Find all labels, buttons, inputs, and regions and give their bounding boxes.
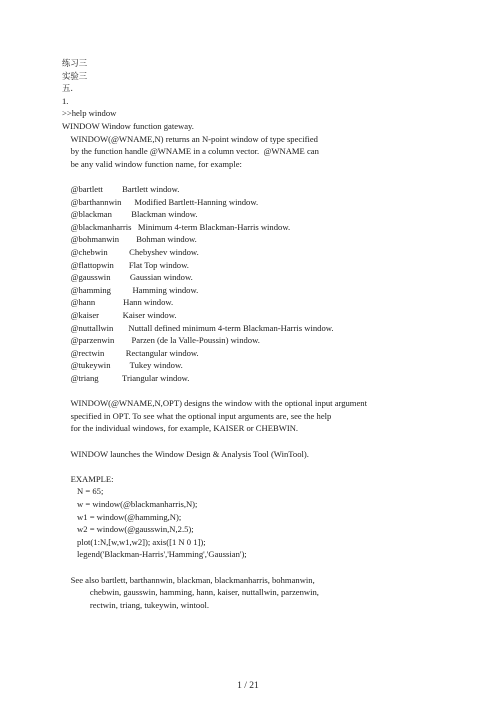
text-line: @flattopwin Flat Top window.: [62, 259, 189, 270]
text-line: @tukeywin Tukey window.: [62, 360, 183, 371]
text-line: 五.: [62, 83, 74, 94]
text-line: for the individual windows, for example, KAISER or CHEBWIN.: [62, 423, 299, 434]
text-line: w1 = window(@hamming,N);: [62, 511, 182, 522]
text-line: specified in OPT. To see what the optional input arguments are, see the help: [62, 410, 332, 421]
text-line: N = 65;: [62, 486, 104, 497]
text-line: be any valid window function name, for example:: [62, 158, 242, 169]
text-line: >>help window: [62, 108, 117, 119]
text-line: @bohmanwin Bohman window.: [62, 234, 197, 245]
text-line: @hann Hann window.: [62, 297, 174, 308]
text-line: WINDOW(@WNAME,N) returns an N-point window of type specified: [62, 133, 318, 144]
text-line: chebwin, gausswin, hamming, hann, kaiser, nuttallwin, parzenwin,: [62, 587, 319, 598]
text-line: legend('Blackman-Harris','Hamming','Gaussian');: [62, 549, 247, 560]
text-line: 练习三: [62, 58, 88, 68]
text-line: @bartlett Bartlett window.: [62, 184, 180, 194]
text-line: @kaiser Kaiser window.: [62, 310, 177, 320]
text-line: @barthannwin Modified Bartlett-Hanning window.: [62, 196, 259, 207]
text-line: @blackman Blackman window.: [62, 209, 198, 220]
text-line: @blackmanharris Minimum 4-term Blackman-Harris window.: [62, 221, 291, 232]
text-line: See also bartlett, barthannwin, blackman, blackmanharris, bohmanwin,: [62, 574, 315, 585]
text-line: @nuttallwin Nuttall defined minimum 4-term Blackman-Harris window.: [62, 322, 334, 333]
text-line: @hamming Hamming window.: [62, 284, 199, 295]
page-number: 1 / 21: [237, 681, 259, 691]
text-line: w2 = window(@gausswin,N,2.5);: [62, 524, 194, 535]
text-line: @rectwin Rectangular window.: [62, 347, 199, 358]
text-line: @gausswin Gaussian window.: [62, 272, 193, 283]
text-line: EXAMPLE:: [62, 473, 114, 484]
text-line: 1.: [62, 95, 69, 106]
text-line: @triang Triangular window.: [62, 373, 190, 383]
text-line: 实验三: [62, 70, 88, 81]
text-line: plot(1:N,[w,w1,w2]); axis([1 N 0 1]);: [62, 536, 206, 547]
text-line: WINDOW(@WNAME,N,OPT) designs the window with the optional input argument: [62, 398, 367, 409]
text-line: @parzenwin Parzen (de la Valle-Poussin) window.: [62, 335, 260, 346]
text-line: @chebwin Chebyshev window.: [62, 247, 199, 257]
text-line: WINDOW launches the Window Design & Analysis Tool (WinTool).: [62, 448, 309, 459]
text-line: WINDOW Window function gateway.: [62, 121, 194, 131]
text-line: w = window(@blackmanharris,N);: [62, 499, 198, 509]
text-line: by the function handle @WNAME in a column vector. @WNAME can: [62, 146, 319, 157]
text-line: rectwin, triang, tukeywin, wintool.: [62, 599, 210, 610]
